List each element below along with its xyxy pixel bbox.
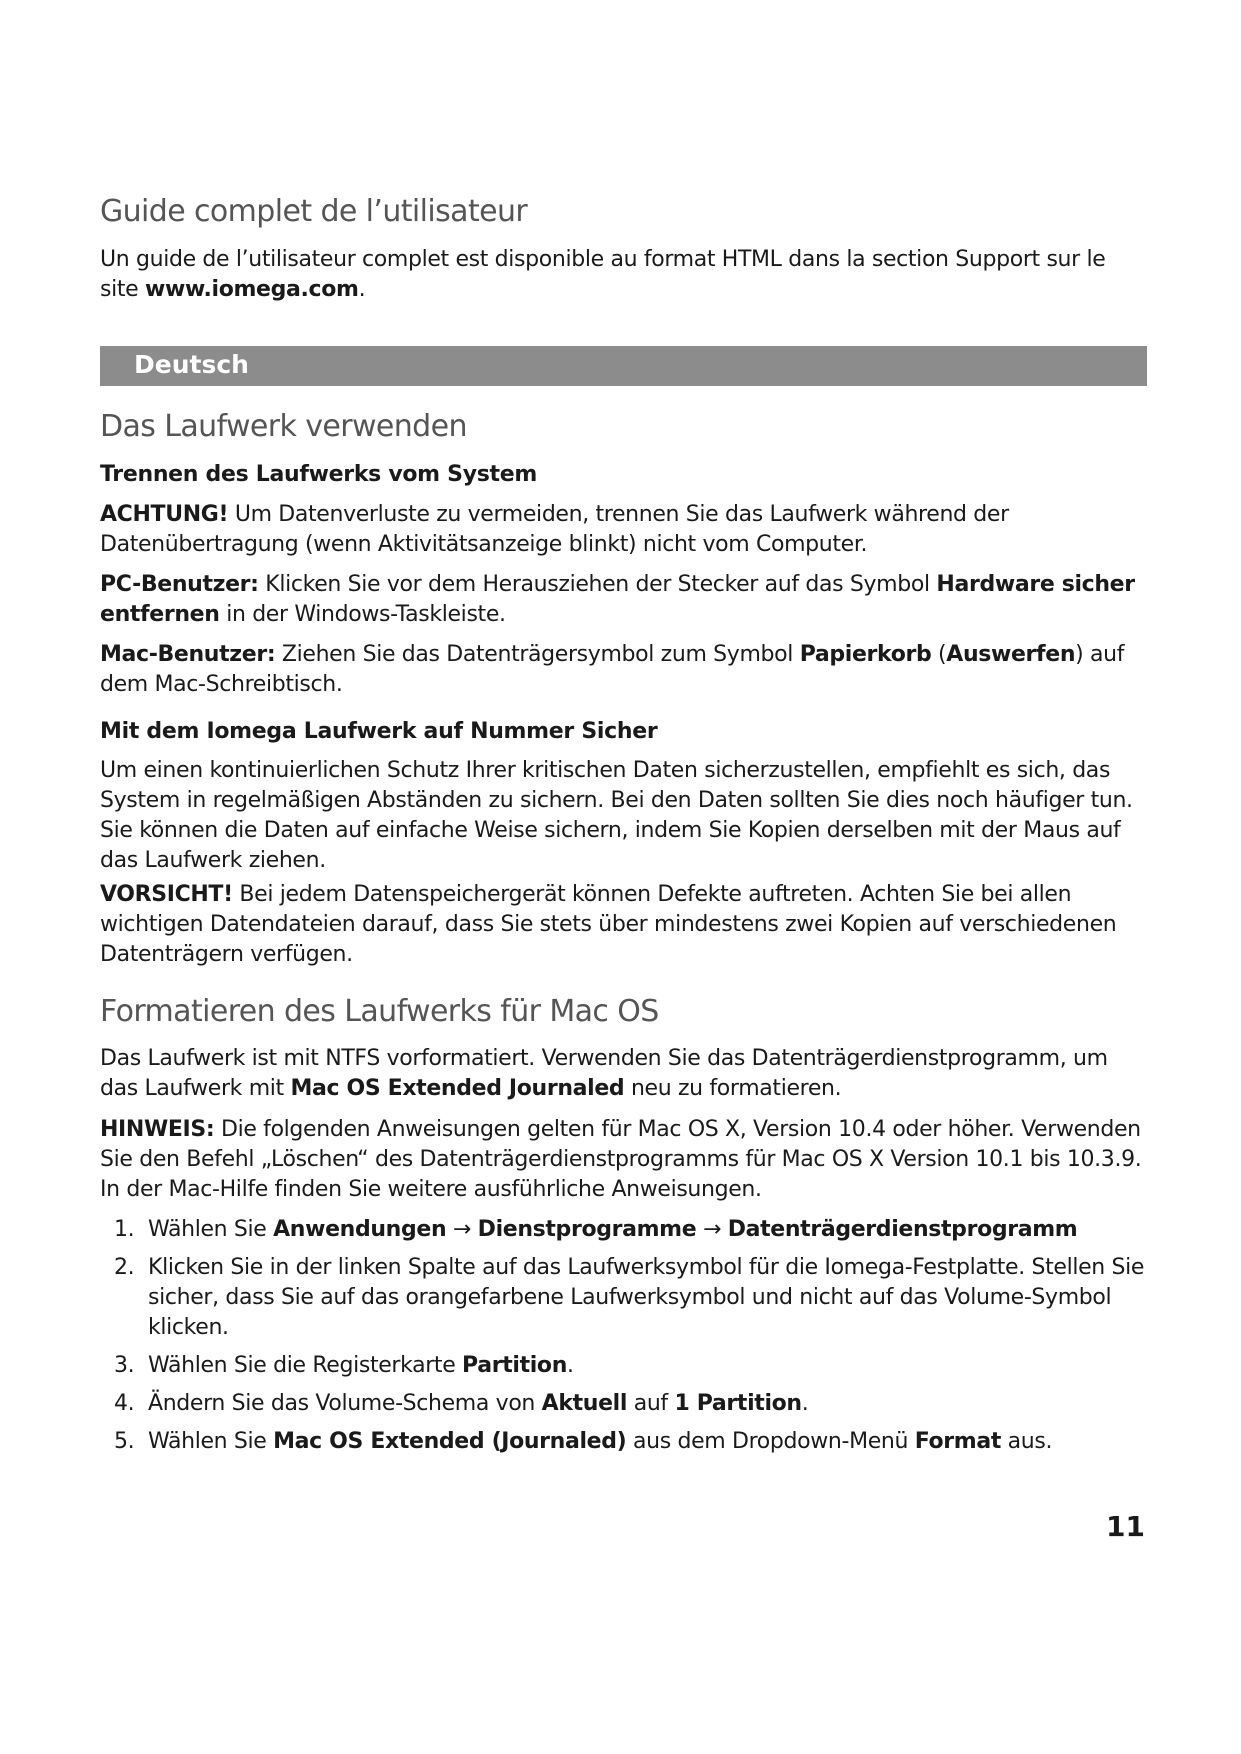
list-item: 5. Wählen Sie Mac OS Extended (Journaled) aus dem Dropdown-Menü Format aus. <box>114 1429 1053 1454</box>
format-title: Formatieren des Laufwerks für Mac OS <box>100 994 659 1029</box>
list-item: 2. Klicken Sie in der linken Spalte auf das Laufwerksymbol für die Iomega-Festplatte. Stellen Sie sicher, dass Sie auf das orangefarbene Laufwerksymbol und nicht auf das Volume-Symbol klicken. <box>114 1255 1145 1340</box>
backup-subheading: Mit dem Iomega Laufwerk auf Nummer Sicher <box>100 719 658 744</box>
list-item: 3. Wählen Sie die Registerkarte Partition. <box>114 1353 574 1378</box>
format-steps-list <box>100 1215 1150 1465</box>
hinweis-paragraph: HINWEIS: Die folgenden Anweisungen gelten für Mac OS X, Version 10.4 oder höher. Verwenden Sie den Befehl „Löschen“ des Datenträgerdienstprogramms für Mac OS X Version 10.1 bis 10.3.9. In der Mac-Hilfe finden Sie weitere ausführliche Anweisungen. <box>100 1117 1142 1202</box>
pc-users-paragraph: PC-Benutzer: Klicken Sie vor dem Herausziehen der Stecker auf das Symbol Hardware sicher entfernen in der Windows-Taskleiste. <box>100 572 1135 627</box>
disconnect-subheading: Trennen des Laufwerks vom System <box>100 462 538 487</box>
mac-users-paragraph: Mac-Benutzer: Ziehen Sie das Datenträgersymbol zum Symbol Papierkorb (Auswerfen) auf dem Mac-Schreibtisch. <box>100 642 1125 697</box>
language-band <box>100 346 1147 386</box>
page-number: 11 <box>1106 1510 1145 1543</box>
format-intro-paragraph: Das Laufwerk ist mit NTFS vorformatiert. Verwenden Sie das Datenträgerdienstprogramm, um das Laufwerk mit Mac OS Extended Journaled neu zu formatieren. <box>100 1046 1108 1101</box>
list-item: 1. Wählen Sie Anwendungen → Dienstprogramme → Datenträgerdienstprogramm <box>114 1217 1078 1242</box>
language-label: Deutsch <box>134 350 249 379</box>
fr-guide-title: Guide complet de l’utilisateur <box>100 194 528 229</box>
backup-paragraph: Um einen kontinuierlichen Schutz Ihrer kritischen Daten sicherzustellen, empfiehlt es sich, das System in regelmäßigen Abständen zu sichern. Bei den Daten sollten Sie dies noch häufiger tun. Sie können die Daten auf einfache Weise sichern, indem Sie Kopien derselben mit der Maus auf das Laufwerk ziehen. <box>100 758 1133 873</box>
iomega-url[interactable]: www.iomega.com <box>145 277 359 302</box>
fr-guide-text: Un guide de l’utilisateur complet est disponible au format HTML dans la section Support sur le site www.iomega.com. <box>100 247 1106 302</box>
achtung-paragraph: ACHTUNG! Um Datenverluste zu vermeiden, trennen Sie das Laufwerk während der Datenübertragung (wenn Aktivitätsanzeige blinkt) nicht vom Computer. <box>100 502 1009 557</box>
vorsicht-paragraph: VORSICHT! Bei jedem Datenspeichergerät können Defekte auftreten. Achten Sie bei allen wichtigen Datendateien darauf, dass Sie stets über mindestens zwei Kopien auf verschiedenen Datenträgern verfügen. <box>100 882 1117 967</box>
use-drive-title: Das Laufwerk verwenden <box>100 409 467 444</box>
list-item: 4. Ändern Sie das Volume-Schema von Aktuell auf 1 Partition. <box>114 1391 809 1416</box>
